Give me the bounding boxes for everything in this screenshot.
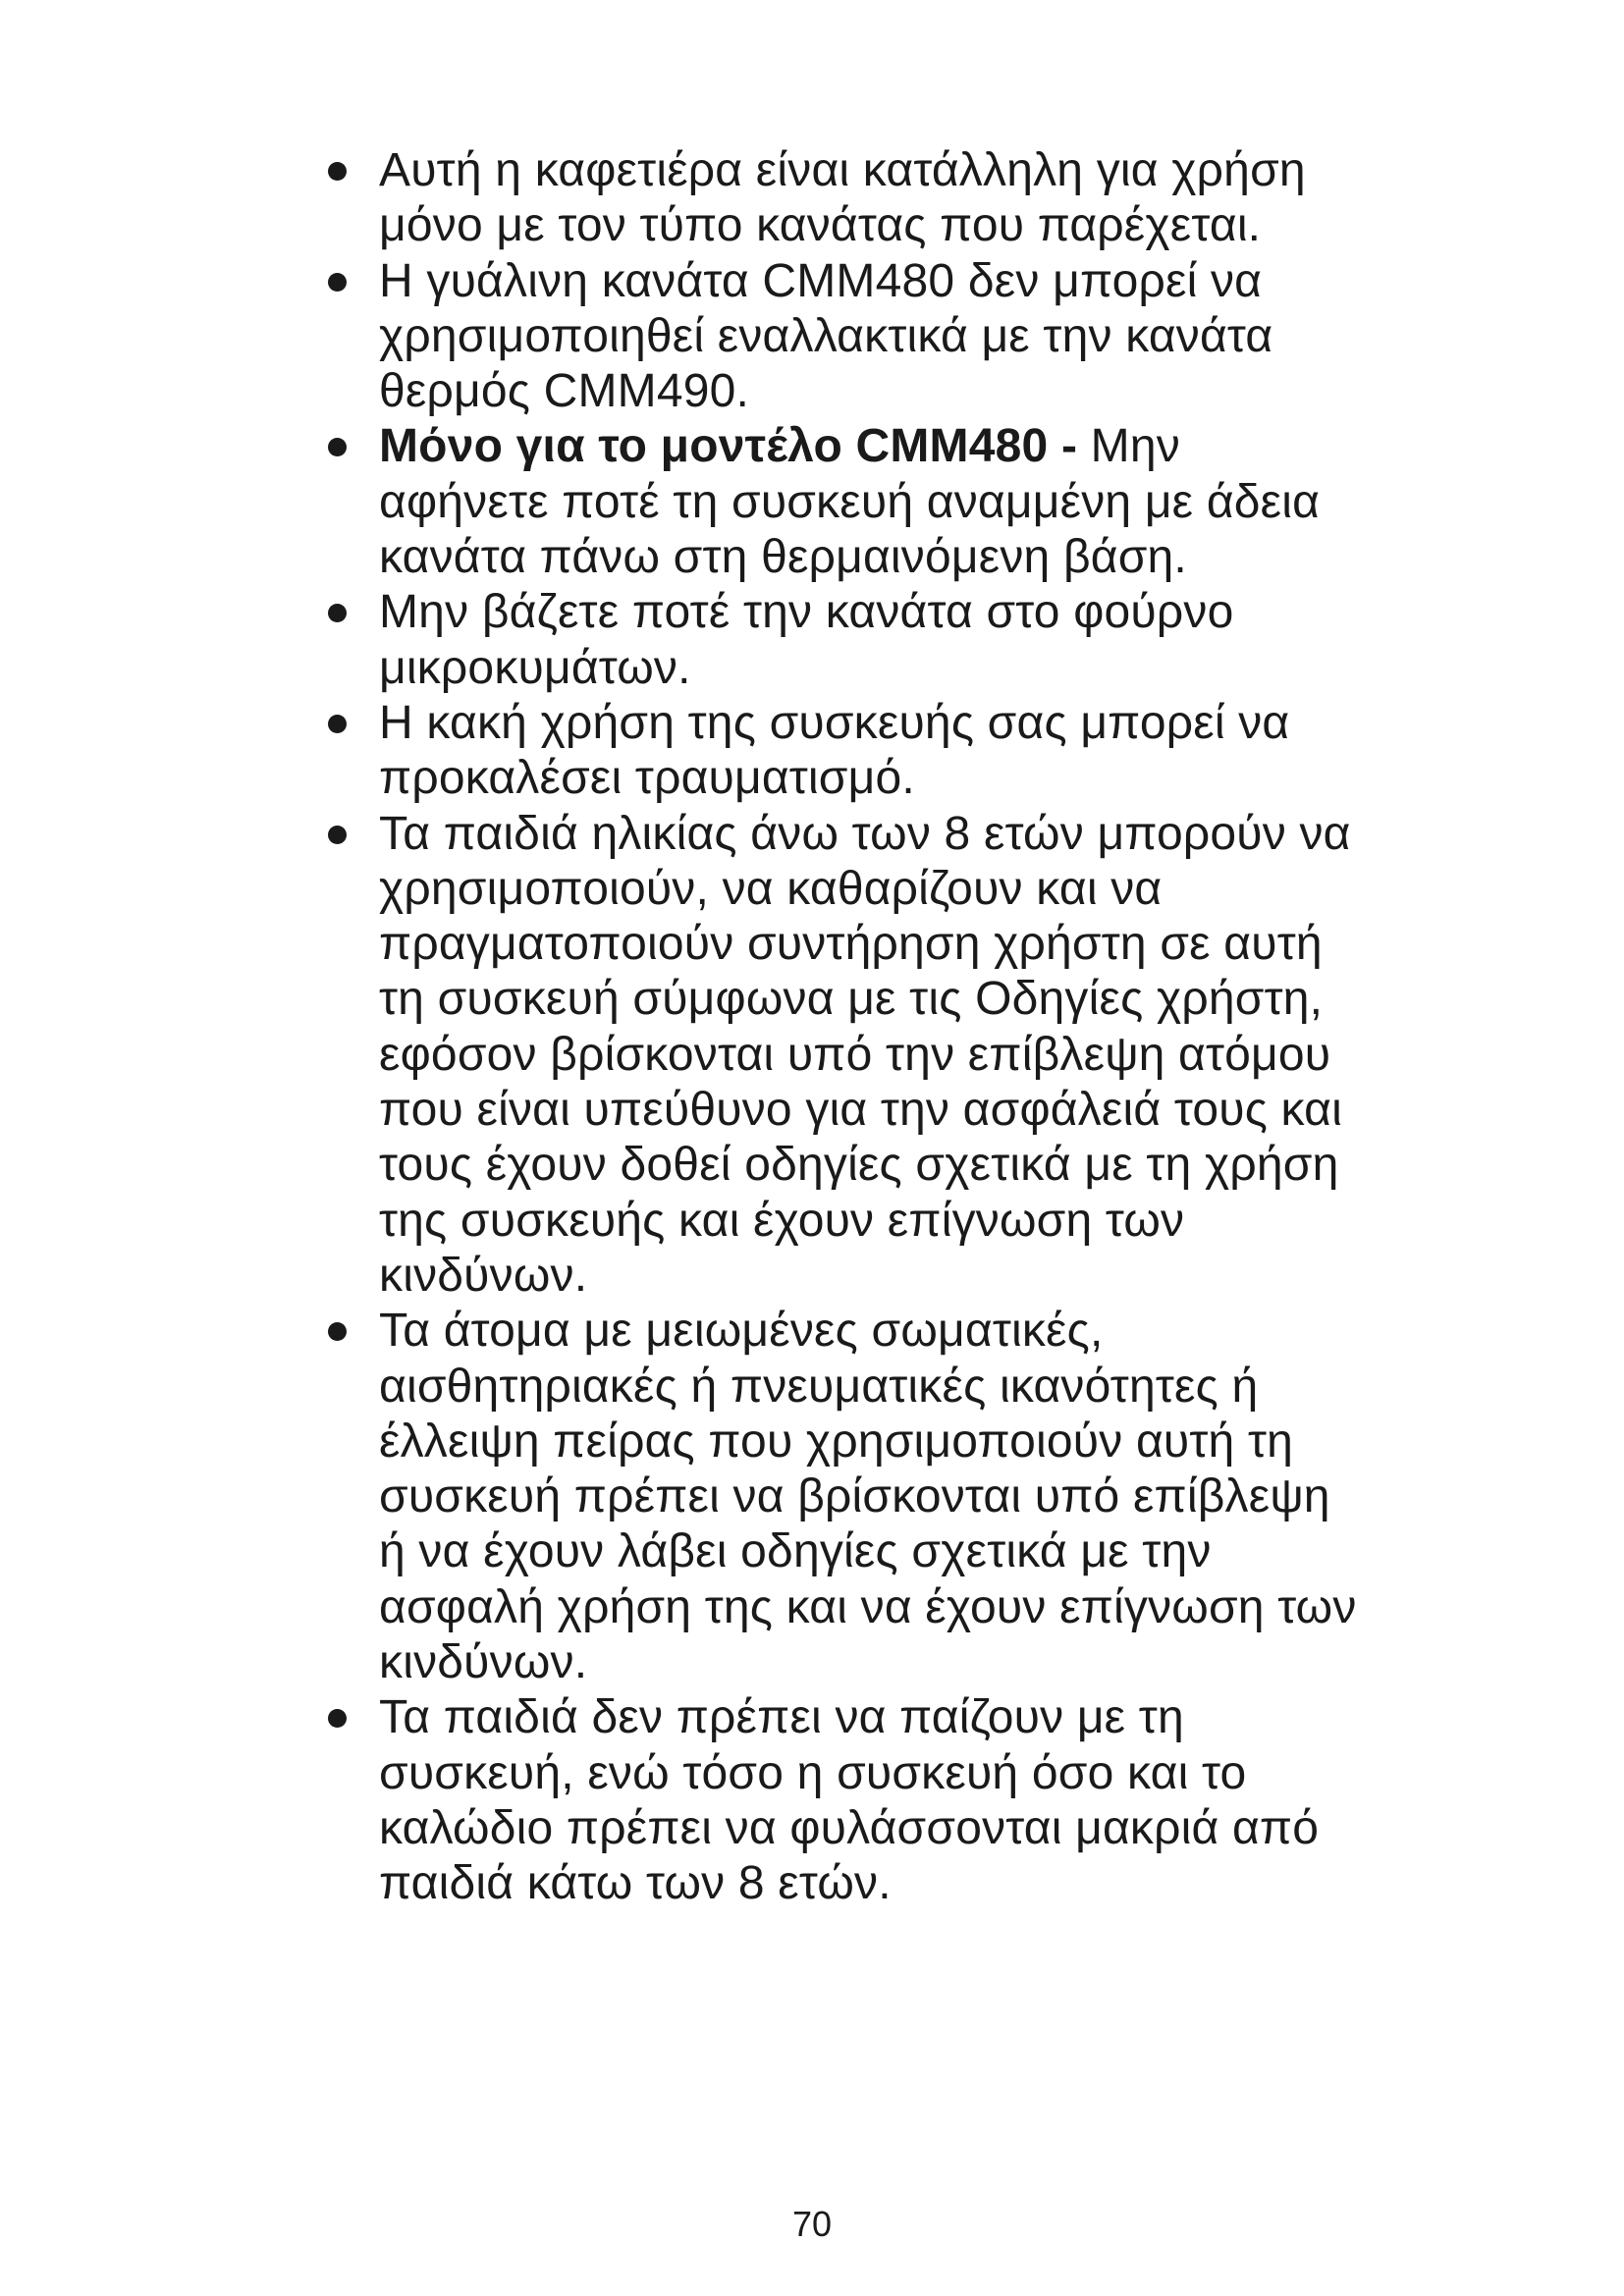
bullet-item (328, 1690, 1359, 1911)
bullet-dot-icon (328, 273, 347, 292)
bullet-dot-icon (328, 715, 347, 733)
bullet-item (328, 1304, 1359, 1690)
bullet-item (328, 143, 1359, 254)
bullet-dot-icon (328, 1322, 347, 1341)
bullet-dot-icon (328, 604, 347, 622)
bullet-bold-lead: Μόνο για το μοντέλο CMM480 - (379, 420, 1078, 473)
bullet-dot-icon (328, 438, 347, 456)
bullet-item (328, 419, 1359, 585)
bullet-text: Μην αφήνετε ποτέ τη συσκευή αναμμένη με άδεια κανάτα πάνω στη θερμαινόμενη βάση. (379, 420, 1321, 584)
page-number: 70 (791, 2204, 833, 2244)
bullet-text: Τα παιδιά δεν πρέπει να παίζουν με τη συσκευή, ενώ τόσο η συσκευή όσο και το καλώδιο πρέπει να φυλάσσονται μακριά από παιδιά κάτω των 8 ετών. (379, 1691, 1320, 1910)
bullet-text: Τα άτομα με μειωμένες σωματικές, αισθητηριακές ή πνευματικές ικανότητες ή έλλειψη πείρας που χρησιμοποιούν αυτή τη συσκευή πρέπει να βρίσκονται υπό επίβλεψη ή να έχουν λάβει οδηγίες σχετικά με την ασφαλή χρήση της και να έχουν επίγνωση των κινδύνων. (379, 1305, 1357, 1689)
bullet-text: Η γυάλινη κανάτα CMM480 δεν μπορεί να χρησιμοποιηθεί εναλλακτικά με την κανάτα θερμός CMM490. (379, 254, 1273, 418)
bullet-item (328, 807, 1359, 1305)
bullet-dot-icon (328, 826, 347, 844)
bullet-dot-icon (328, 1709, 347, 1728)
bullet-text: Τα παιδιά ηλικίας άνω των 8 ετών μπορούν να χρησιμοποιούν, να καθαρίζουν και να πραγματοποιούν συντήρηση χρήστη σε αυτή τη συσκευή σύμφωνα με τις Οδηγίες χρήστη, εφόσον βρίσκονται υπό την επίβλεψη ατόμου που είναι υπεύθυνο για την ασφάλειά τους και τους έχουν δοθεί οδηγίες σχετικά με τη χρήση της συσκευής και έχουν επίγνωση των κινδύνων. (379, 807, 1351, 1302)
bullet-text: Μην βάζετε ποτέ την κανάτα στο φούρνο μικροκυμάτων. (379, 586, 1234, 694)
bullet-dot-icon (328, 162, 347, 181)
safety-bullet-list (328, 143, 1359, 1912)
bullet-item (328, 696, 1359, 807)
bullet-item (328, 585, 1359, 696)
bullet-item (328, 254, 1359, 420)
bullet-text: Η κακή χρήση της συσκευής σας μπορεί να προκαλέσει τραυματισμό. (379, 696, 1290, 805)
bullet-text: Αυτή η καφετιέρα είναι κατάλληλη για χρήση μόνο με τον τύπο κανάτας που παρέχεται. (379, 144, 1306, 252)
